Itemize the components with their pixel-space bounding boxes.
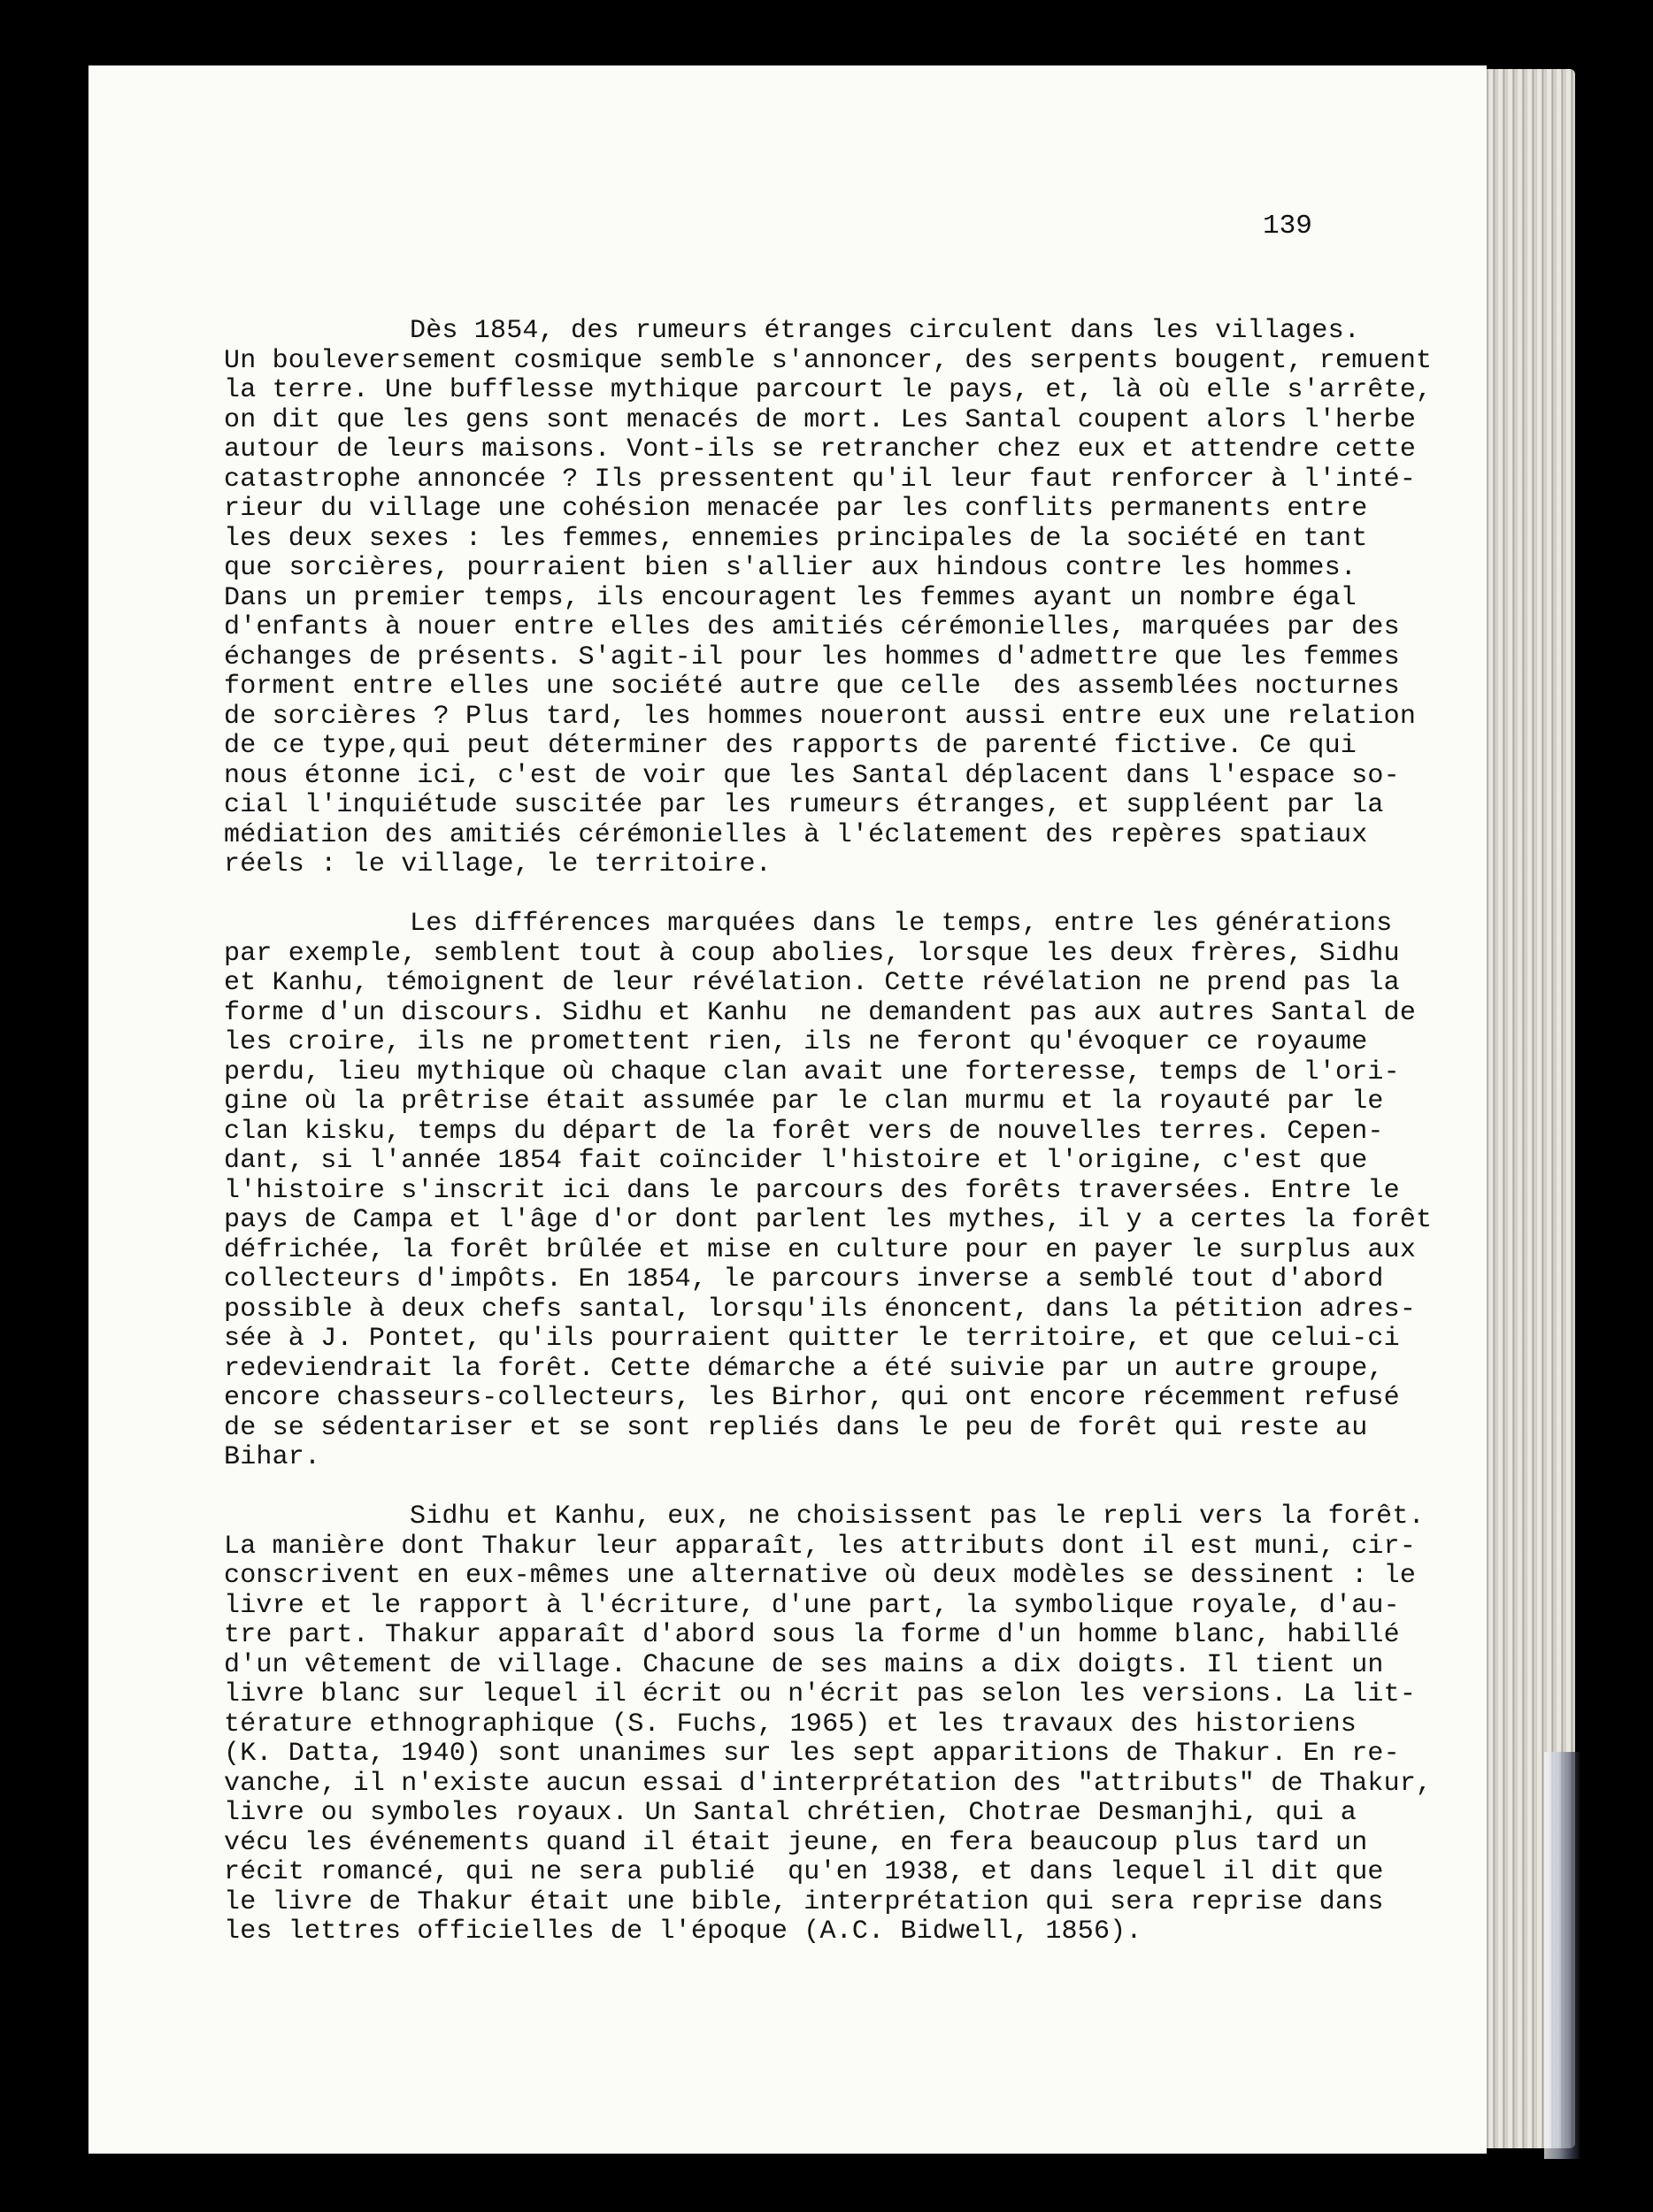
text-line: de sorcières ? Plus tard, les hommes noueront aussi entre eux une relation	[224, 701, 1417, 732]
text-line: vécu les événements quand il était jeune, en fera beaucoup plus tard un	[224, 1827, 1368, 1858]
text-line: tre part. Thakur apparaît d'abord sous la forme d'un homme blanc, habillé	[224, 1620, 1400, 1650]
page-number: 139	[1263, 211, 1312, 242]
text-line: Dès 1854, des rumeurs étranges circulent dans les villages.	[410, 316, 1360, 346]
text-line: et Kanhu, témoignent de leur révélation. Cette révélation ne prend pas la	[224, 968, 1400, 998]
text-line: dant, si l'année 1854 fait coïncider l'histoire et l'origine, c'est que	[224, 1146, 1368, 1176]
text-line: gine où la prêtrise était assumée par le clan murmu et la royauté par le	[224, 1087, 1384, 1117]
text-line: conscrivent en eux-mêmes une alternative où deux modèles se dessinent : le	[224, 1561, 1417, 1591]
text-line: vanche, il n'existe aucun essai d'interprétation des "attributs" de Thakur,	[224, 1768, 1433, 1799]
text-line: défrichée, la forêt brûlée et mise en culture pour en payer le surplus aux	[224, 1234, 1417, 1265]
text-line: Sidhu et Kanhu, eux, ne choisissent pas le repli vers la forêt.	[410, 1502, 1425, 1532]
text-line: Un bouleversement cosmique semble s'annoncer, des serpents bougent, remuent	[224, 345, 1433, 376]
paragraph	[224, 909, 1433, 1473]
text-line: pays de Campa et l'âge d'or dont parlent les mythes, il y a certes la forêt	[224, 1205, 1433, 1235]
text-line: Dans un premier temps, ils encouragent les femmes ayant un nombre égal	[224, 582, 1357, 613]
text-line: forme d'un discours. Sidhu et Kanhu ne demandent pas aux autres Santal de	[224, 997, 1417, 1028]
text-line: par exemple, semblent tout à coup abolies, lorsque les deux frères, Sidhu	[224, 938, 1400, 969]
text-line: livre ou symboles royaux. Un Santal chrétien, Chotrae Desmanjhi, qui a	[224, 1798, 1357, 1828]
text-line: d'enfants à nouer entre elles des amitiés cérémonielles, marquées par des	[224, 612, 1400, 642]
paragraph	[224, 1502, 1433, 1947]
text-line: l'histoire s'inscrit ici dans le parcours des forêts traversées. Entre le	[224, 1175, 1400, 1206]
text-line: autour de leurs maisons. Vont-ils se retrancher chez eux et attendre cette	[224, 434, 1417, 465]
text-line: redeviendrait la forêt. Cette démarche a été suivie par un autre groupe,	[224, 1353, 1384, 1384]
text-line: possible à deux chefs santal, lorsqu'ils énoncent, dans la pétition adres-	[224, 1294, 1417, 1325]
text-line: échanges de présents. S'agit-il pour les hommes d'admettre que les femmes	[224, 641, 1400, 672]
paragraph	[224, 316, 1433, 880]
text-line: térature ethnographique (S. Fuchs, 1965) et les travaux des historiens	[224, 1709, 1357, 1740]
text-line: les deux sexes : les femmes, ennemies principales de la société en tant	[224, 523, 1368, 554]
text-line: que sorcières, pourraient bien s'allier aux hindous contre les hommes.	[224, 553, 1357, 583]
text-line: nous étonne ici, c'est de voir que les Santal déplacent dans l'espace so-	[224, 760, 1400, 791]
text-line: le livre de Thakur était une bible, interprétation qui sera reprise dans	[224, 1886, 1384, 1917]
paragraph-gap	[224, 880, 1357, 910]
text-line: les lettres officielles de l'époque (A.C. Bidwell, 1856).	[224, 1916, 1142, 1947]
text-line: livre et le rapport à l'écriture, d'une part, la symbolique royale, d'au-	[224, 1590, 1400, 1621]
page-edge-shadow	[1544, 1752, 1580, 2159]
text-line: réels : le village, le territoire.	[224, 849, 772, 879]
text-line: catastrophe annoncée ? Ils pressentent qu'il leur faut renforcer à l'inté-	[224, 464, 1417, 495]
body-text	[224, 316, 1433, 1947]
text-line: médiation des amitiés cérémonielles à l'éclatement des repères spatiaux	[224, 819, 1368, 850]
text-line: perdu, lieu mythique où chaque clan avait une forteresse, temps de l'ori-	[224, 1056, 1400, 1087]
text-line: d'un vêtement de village. Chacune de ses mains a dix doigts. Il tient un	[224, 1649, 1384, 1680]
text-line: rieur du village une cohésion menacée par les conflits permanents entre	[224, 494, 1368, 524]
text-line: livre blanc sur lequel il écrit ou n'écrit pas selon les versions. La lit-	[224, 1679, 1417, 1709]
text-line: forment entre elles une société autre que celle des assemblées nocturnes	[224, 672, 1400, 702]
text-line: Bihar.	[224, 1442, 321, 1472]
paragraph-gap	[224, 1473, 1357, 1503]
text-line: collecteurs d'impôts. En 1854, le parcours inverse a semblé tout d'abord	[224, 1264, 1384, 1294]
text-line: La manière dont Thakur leur apparaît, les attributs dont il est muni, cir-	[224, 1531, 1417, 1562]
text-line: cial l'inquiétude suscitée par les rumeurs étranges, et suppléent par la	[224, 790, 1384, 820]
text-line: de ce type,qui peut déterminer des rapports de parenté fictive. Ce qui	[224, 731, 1357, 761]
text-line: encore chasseurs-collecteurs, les Birhor, qui ont encore récemment refusé	[224, 1383, 1400, 1413]
text-line: (K. Datta, 1940) sont unanimes sur les sept apparitions de Thakur. En re-	[224, 1739, 1400, 1769]
text-line: on dit que les gens sont menacés de mort. Les Santal coupent alors l'herbe	[224, 404, 1417, 435]
text-line: sée à J. Pontet, qu'ils pourraient quitter le territoire, et que celui-ci	[224, 1324, 1400, 1354]
text-line: de se sédentariser et se sont repliés dans le peu de forêt qui reste au	[224, 1412, 1368, 1443]
text-line: les croire, ils ne promettent rien, ils ne feront qu'évoquer ce royaume	[224, 1027, 1368, 1057]
text-line: clan kisku, temps du départ de la forêt vers de nouvelles terres. Cepen-	[224, 1116, 1384, 1147]
text-line: récit romancé, qui ne sera publié qu'en 1938, et dans lequel il dit que	[224, 1857, 1384, 1887]
text-line: Les différences marquées dans le temps, entre les générations	[410, 909, 1393, 939]
text-line: la terre. Une bufflesse mythique parcourt le pays, et, là où elle s'arrête,	[224, 375, 1433, 405]
